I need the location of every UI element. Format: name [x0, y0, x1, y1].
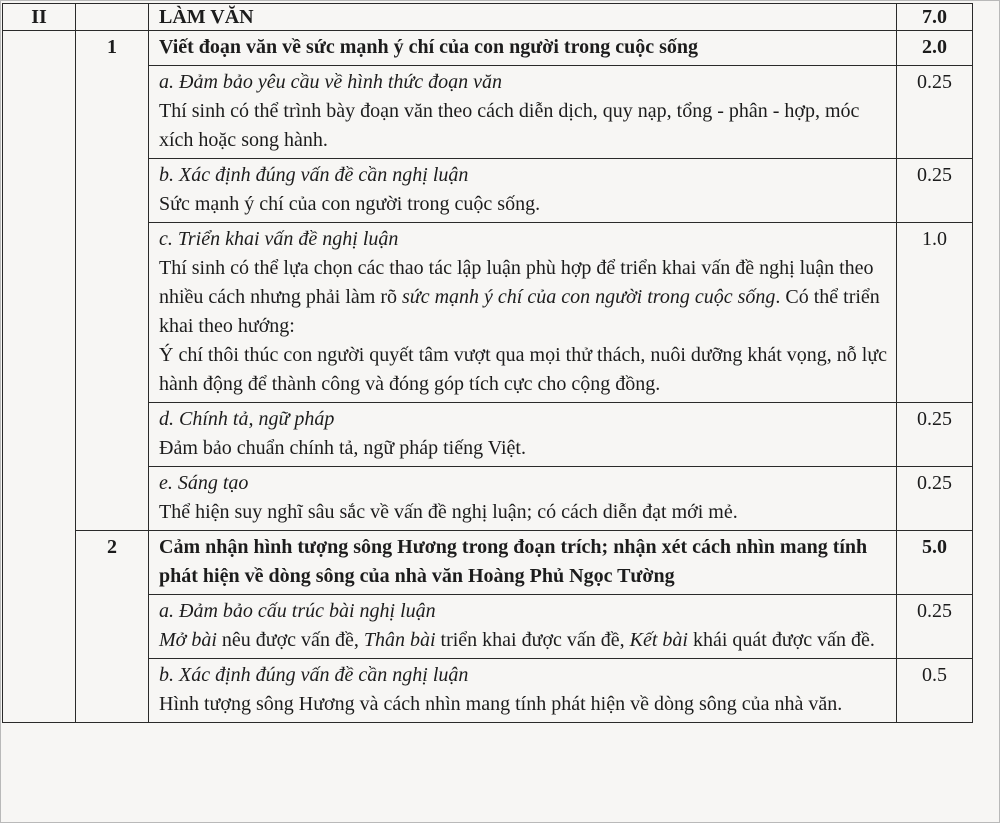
criterion-score: 0.25	[897, 66, 973, 159]
section-row	[3, 4, 973, 31]
criterion-text-emphasis: Mở bài	[159, 629, 217, 651]
criterion-text-part: Thí sinh có thể lựa chọn các thao tác lập luận phù hợp để triển khai vấn đề nghị luận theo nhiều cách nhưng phải làm rõ	[159, 257, 874, 308]
question-number: 2	[76, 531, 149, 723]
criterion-heading: d. Chính tả, ngữ pháp	[159, 408, 335, 430]
criterion-score: 0.25	[897, 595, 973, 659]
criterion-cell	[149, 467, 897, 531]
criterion-row	[3, 595, 973, 659]
criterion-heading: c. Triển khai vấn đề nghị luận	[159, 228, 399, 250]
criterion-row	[3, 159, 973, 223]
scoring-table	[2, 3, 973, 723]
criterion-row	[3, 403, 973, 467]
criterion-cell	[149, 403, 897, 467]
criterion-text: Sức mạnh ý chí của con người trong cuộc sống.	[159, 193, 541, 215]
criterion-heading: e. Sáng tạo	[159, 472, 249, 494]
section-title: LÀM VĂN	[149, 4, 897, 31]
criterion-text: Thể hiện suy nghĩ sâu sắc về vấn đề nghị luận; có cách diễn đạt mới mẻ.	[159, 501, 738, 523]
criterion-text-emphasis: Kết bài	[629, 629, 688, 651]
criterion-text	[159, 626, 888, 655]
question-row	[3, 31, 973, 66]
criterion-heading: b. Xác định đúng vấn đề cần nghị luận	[159, 164, 469, 186]
criterion-text-part: khái quát được vấn đề.	[688, 629, 875, 651]
criterion-score: 0.5	[897, 659, 973, 723]
criterion-score: 0.25	[897, 159, 973, 223]
criterion-cell	[149, 595, 897, 659]
criterion-text-part: nêu được vấn đề,	[216, 629, 364, 651]
criterion-text: Ý chí thôi thúc con người quyết tâm vượt qua mọi thử thách, nuôi dưỡng khát vọng, nỗ lực hành động để thành công và đóng góp tích cực cho cộng đồng.	[159, 344, 888, 395]
question-score: 5.0	[897, 531, 973, 595]
criterion-cell	[149, 223, 897, 403]
question-number: 1	[76, 31, 149, 531]
criterion-row	[3, 66, 973, 159]
criterion-score: 0.25	[897, 467, 973, 531]
criterion-text: Thí sinh có thể trình bày đoạn văn theo cách diễn dịch, quy nạp, tổng - phân - hợp, móc xích hoặc song hành.	[159, 100, 860, 151]
section-number: II	[3, 4, 76, 31]
criterion-text-emphasis: sức mạnh ý chí của con người trong cuộc sống	[402, 286, 776, 308]
criterion-text-part: . Có thể triển khai theo hướng:	[159, 286, 880, 337]
criterion-cell	[149, 66, 897, 159]
criterion-text: Đảm bảo chuẩn chính tả, ngữ pháp tiếng Việt.	[159, 437, 526, 459]
section-column-cell	[3, 31, 76, 723]
section-score: 7.0	[897, 4, 973, 31]
question-title: Cảm nhận hình tượng sông Hương trong đoạn trích; nhận xét cách nhìn mang tính phát hiện về dòng sông của nhà văn Hoàng Phủ Ngọc Tường	[149, 531, 897, 595]
criterion-score: 0.25	[897, 403, 973, 467]
question-score: 2.0	[897, 31, 973, 66]
criterion-text-emphasis: Thân bài	[363, 629, 436, 651]
criterion-text: Hình tượng sông Hương và cách nhìn mang tính phát hiện về dòng sông của nhà văn.	[159, 693, 843, 715]
question-title: Viết đoạn văn về sức mạnh ý chí của con người trong cuộc sống	[149, 31, 897, 66]
criterion-heading: a. Đảm bảo cấu trúc bài nghị luận	[159, 600, 436, 622]
criterion-score: 1.0	[897, 223, 973, 403]
criterion-cell	[149, 159, 897, 223]
question-row	[3, 531, 973, 595]
criterion-row	[3, 467, 973, 531]
section-empty-cell	[76, 4, 149, 31]
criterion-text-part: triển khai được vấn đề,	[435, 629, 630, 651]
criterion-row	[3, 223, 973, 403]
criterion-heading: b. Xác định đúng vấn đề cần nghị luận	[159, 664, 469, 686]
criterion-cell	[149, 659, 897, 723]
criterion-text	[159, 254, 888, 341]
criterion-row	[3, 659, 973, 723]
criterion-heading: a. Đảm bảo yêu cầu về hình thức đoạn văn	[159, 71, 503, 93]
